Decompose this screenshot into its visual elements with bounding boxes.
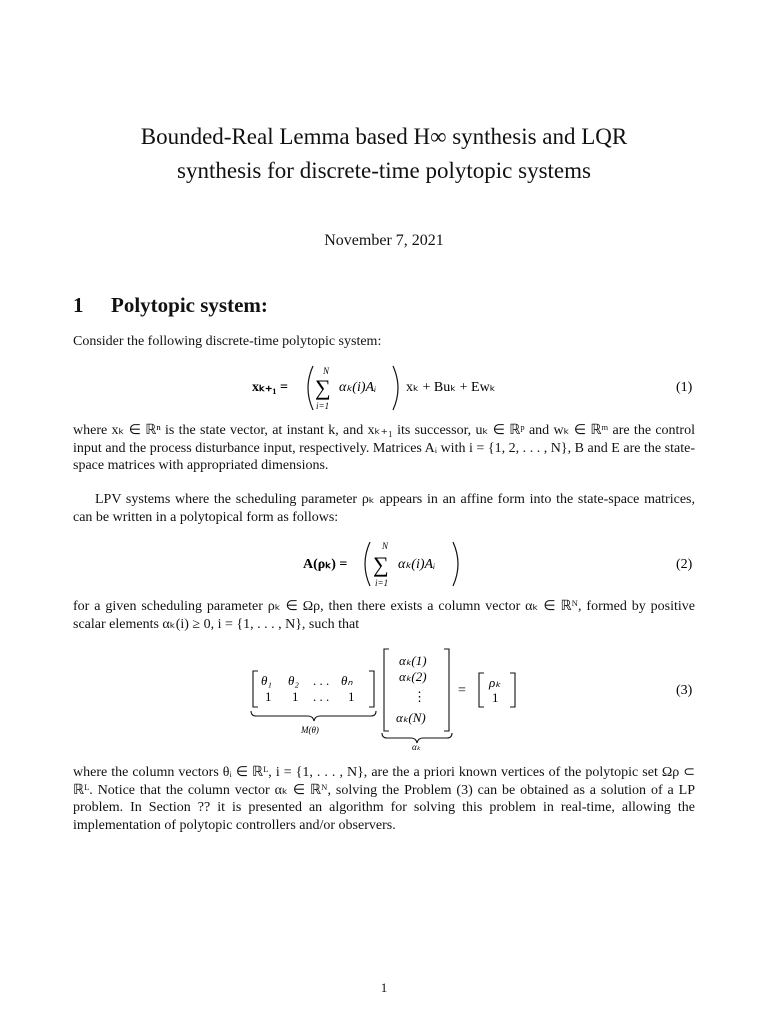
eq1-term: αₖ(i)Aᵢ: [339, 380, 377, 395]
eq3-m-r1-c1: θ₁: [261, 673, 272, 688]
eq3-rhs-right-bracket: [510, 673, 515, 707]
paragraph-5: where the column vectors θᵢ ∈ ℝᴸ, i = {1, . . . , N}, are the a priori known vertices of the polytopic set Ωρ ⊂ ℝᴸ. Notice that the column vector αₖ ∈ ℝᴺ, solving the Problem (3) can be obtained as a solution of a LP problem. In Section ?? it is presented an algorithm for solving this problem in real-time, allowing the implementation of polytopic controllers and/or observers.: [73, 765, 695, 833]
eq3-vector-brace-label: αₖ: [412, 742, 421, 752]
eq3-rhs-left-bracket: [479, 673, 484, 707]
paragraph-4: for a given scheduling parameter ρₖ ∈ Ωρ, then there exists a column vector αₖ ∈ ℝᴺ, formed by positive scalar elements αₖ(i) ≥ 0, i = {1, . . . , N}, such that: [73, 599, 695, 632]
eq3-matrix-brace-label: M(θ): [301, 725, 319, 735]
eq1-lhs: xₖ₊₁ =: [252, 380, 289, 395]
eq3-rhs-2: 1: [492, 690, 499, 705]
equation-2: [73, 536, 695, 592]
eq3-vector-right-bracket: [444, 649, 449, 731]
eq1-sum-sign: ∑: [315, 375, 331, 400]
eq2-lhs: A(ρₖ) =: [303, 557, 348, 572]
equation-1-svg: [73, 360, 695, 416]
eq3-rhs-1: ρₖ: [489, 675, 501, 690]
section-title: Polytopic system:: [111, 293, 268, 317]
eq3-m-r2-c3: . . .: [313, 689, 330, 704]
equation-1: [73, 360, 695, 416]
eq3-m-r2-c2: 1: [292, 689, 299, 704]
eq2-term: αₖ(i)Aᵢ: [398, 557, 436, 572]
eq3-matrix-left-bracket: [253, 671, 258, 707]
eq2-left-paren: [365, 542, 370, 586]
title-line-1: Bounded-Real Lemma based H∞ synthesis and LQR: [140, 124, 628, 149]
eq3-v-2: αₖ(2): [399, 669, 427, 684]
eq3-matrix-underbrace: [251, 711, 376, 721]
title-line-2: synthesis for discrete-time polytopic systems: [177, 158, 591, 183]
eq3-m-r2-c1: 1: [265, 689, 272, 704]
eq2-sum-lower: i=1: [375, 578, 389, 588]
eq3-v-3: ⋮: [413, 689, 426, 704]
eq1-sum-lower: i=1: [316, 401, 330, 411]
paragraph-2: where xₖ ∈ ℝⁿ is the state vector, at instant k, and xₖ₊₁ its successor, uₖ ∈ ℝᵖ and wₖ ∈ ℝᵐ are the control input and the process disturbance input, respectively. Matrices Aᵢ with i = {1, 2, . . . , N}, B and E are the state-space matrices with appropriated dimensions.: [73, 423, 695, 473]
paper-title: [60, 120, 708, 188]
eq2-sum-sign: ∑: [373, 552, 389, 577]
eq1-left-paren: [308, 366, 313, 410]
eq3-m-r1-c3: . . .: [313, 673, 330, 688]
equation-2-svg: [73, 536, 695, 592]
paragraph-3: LPV systems where the scheduling parameter ρₖ appears in an affine form into the state-space matrices, can be written in a polytopical form as follows:: [73, 492, 695, 525]
eq3-m-r1-c2: θ₂: [288, 673, 299, 688]
equation-3-svg: [73, 645, 695, 755]
eq3-v-4: αₖ(N): [396, 710, 426, 725]
page-number: 1: [380, 980, 388, 995]
eq2-right-paren: [453, 542, 458, 586]
eq3-m-r1-c4: θₙ: [341, 673, 353, 688]
eq3-matrix-right-bracket: [369, 671, 374, 707]
eq3-label: (3): [676, 683, 693, 698]
eq1-rest: xₖ + Buₖ + Ewₖ: [406, 380, 496, 395]
eq2-sum-upper: N: [382, 541, 389, 551]
eq2-label: (2): [676, 557, 693, 572]
eq3-vector-left-bracket: [384, 649, 389, 731]
equation-3: [73, 645, 695, 755]
eq3-m-r2-c4: 1: [348, 689, 355, 704]
eq3-equals: =: [458, 683, 466, 698]
eq1-label: (1): [676, 380, 693, 395]
paper-date: November 7, 2021: [324, 232, 444, 249]
paragraph-1: Consider the following discrete-time polytopic system:: [73, 334, 382, 349]
eq1-right-paren: [393, 366, 398, 410]
section-heading: [73, 293, 268, 318]
eq1-sum-upper: N: [323, 366, 330, 376]
section-number: 1: [73, 293, 84, 317]
eq3-v-1: αₖ(1): [399, 653, 427, 668]
